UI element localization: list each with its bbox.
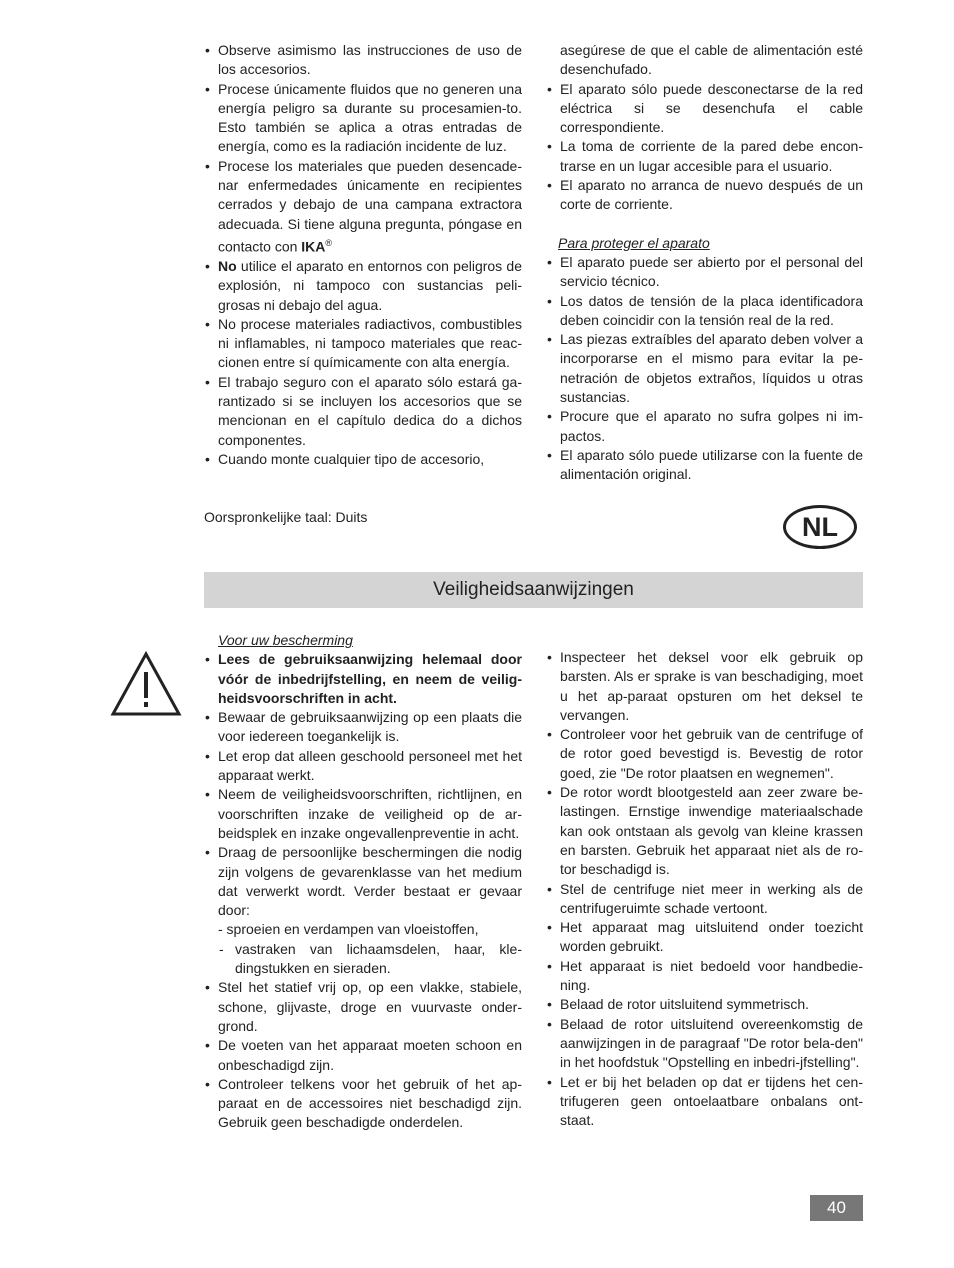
list-item-text: El aparato sólo puede utilizarse con la fuente de alimentación original. xyxy=(560,446,863,483)
list-item xyxy=(546,725,863,783)
dutch-left-column xyxy=(204,631,522,1133)
list-item xyxy=(546,137,863,176)
list-item-text: El aparato no arranca de nuevo después de un corte de corriente. xyxy=(560,177,863,213)
list-item xyxy=(546,957,863,996)
list-item xyxy=(546,446,863,485)
list-item xyxy=(546,783,863,879)
list-item xyxy=(204,157,522,257)
list-item-text: Los datos de tensión de la placa identificadora deben coincidir con la tensión real de la red. xyxy=(560,292,863,328)
section-title: Veiligheidsaanwijzingen xyxy=(204,572,863,608)
list-item-text: Controleer telkens voor het gebruik of het ap-paraat en de accessoires niet beschadigd zijn. Gebruik geen beschadigde onderdelen. xyxy=(218,1075,522,1131)
list-item xyxy=(204,650,522,708)
list-item-text: Controleer voor het gebruik van de centrifuge of de rotor goed bevestigd is. Bevestig de rotor goed, zie "De rotor plaatsen en wegnemen". xyxy=(560,726,863,781)
original-language-note: Oorspronkelijke taal: Duits xyxy=(204,509,368,525)
list-item-text: Procese los materiales que pueden desencade-nar enfermedades únicamente en recipientes cerrados y debajo de una campana extractora adecuada. Si tiene alguna pregunta, póngase en contacto con xyxy=(218,157,522,255)
list-item-text: Let er bij het beladen op dat er tijdens het cen-trifugeren geen ontoelaatbare onbalans ont-staat. xyxy=(560,1073,863,1129)
list-item-text: El trabajo seguro con el aparato sólo estará ga-rantizado si se incluyen los accesorios que se mencionan en el capítulo dedica do a dichos componentes. xyxy=(218,373,522,448)
list-item-text: De rotor wordt blootgesteld aan zeer zware be-lastingen. Ernstige inwendige materiaalschade kan ook ontstaan als gevolg van kleine krassen en barsten. Gebruik het apparaat niet als de ro-tor beschadigd is. xyxy=(560,784,863,878)
list-item-text: Lees de gebruiksaanwijzing helemaal door vóór de inbedrijfstelling, en neem de veilig-heidsvoorschriften in acht. xyxy=(218,651,522,706)
list-item-text: asegúrese de que el cable de alimentación esté desenchufado. xyxy=(560,42,863,78)
es-right-list xyxy=(546,41,863,215)
list-item xyxy=(204,257,522,315)
es-left-list xyxy=(204,41,522,469)
es-protect-device-heading: Para proteger el aparato xyxy=(558,234,710,251)
list-item xyxy=(204,450,522,469)
list-item xyxy=(546,1015,863,1073)
list-item xyxy=(204,315,522,373)
list-item-text: El aparato sólo puede desconectarse de la red eléctrica si se desenchufa el cable correspondiente. xyxy=(560,80,863,136)
list-item xyxy=(204,940,522,979)
list-item-text: Stel het statief vrij op, op een vlakke, stabiele, schone, glijvaste, droge en vuurvaste onder-grond. xyxy=(218,979,522,1034)
list-item-text: - sproeien en verdampen van vloeistoffen, xyxy=(218,921,479,938)
nl-right-list xyxy=(546,648,863,1130)
list-item-text: Stel de centrifuge niet meer in werking als de centrifugeruimte schade vertoont. xyxy=(560,880,863,916)
list-item-text: vastraken van lichaamsdelen, haar, kle-dingstukken en sieraden. xyxy=(235,940,522,977)
list-item-text: Las piezas extraíbles del aparato deben volver a incorporarse en el mismo para evitar la pe-netración de objetos extraños, líquidos u otras sustancias. xyxy=(560,331,863,406)
list-item-text: La toma de corriente de la pared debe encon-trarse en un lugar accesible para el usuario. xyxy=(560,138,863,174)
list-item xyxy=(546,918,863,957)
list-item-text: De voeten van het apparaat moeten schoon en onbeschadigd zijn. xyxy=(218,1037,522,1073)
list-item-text: Draag de persoonlijke beschermingen die nodig zijn volgens de gevarenklasse van het medium dat verwerkt wordt. Verder bestaat er gevaar door: xyxy=(218,844,522,919)
list-item-text: Observe asimismo las instrucciones de uso de los accesorios. xyxy=(218,42,522,78)
list-item xyxy=(204,1075,522,1133)
list-item xyxy=(546,292,863,331)
list-item xyxy=(546,880,863,919)
list-item xyxy=(546,1073,863,1131)
list-item-text: utilice el aparato en entornos con peligros de explosión, ni tampoco con sustancias peli-grosas ni debajo del agua. xyxy=(218,257,522,313)
list-item-text: Let erop dat alleen geschoold personeel met het apparaat werkt. xyxy=(218,747,522,784)
spanish-right-column xyxy=(546,41,863,485)
warning-triangle-icon xyxy=(110,650,182,718)
list-item-text: Het apparaat is niet bedoeld voor handbedie-ning. xyxy=(560,957,863,994)
language-badge: NL xyxy=(783,505,857,549)
list-item xyxy=(204,978,522,1036)
list-item xyxy=(204,747,522,786)
list-item-text: Procese únicamente fluidos que no generen una energía peligro sa durante su procesamien-to. Esto también se aplica a otras entradas de energía, como es la radiación incidente de luz. xyxy=(218,80,522,155)
list-item-text: Inspecteer het deksel voor elk gebruik op barsten. Als er sprake is van beschadiging, moet u het ap-paraat opsturen om het deksel te vervangen. xyxy=(560,649,863,723)
list-item xyxy=(546,995,863,1014)
list-item-text: Belaad de rotor uitsluitend overeenkomstig de aanwijzingen in de paragraaf "De rotor bela-den" in het hoofdstuk "Opstelling en inbedri-jfstelling". xyxy=(560,1015,863,1071)
list-item xyxy=(204,920,522,939)
brand-name: IKA xyxy=(301,238,326,255)
bold-prefix: No xyxy=(218,257,237,274)
list-item xyxy=(546,648,863,725)
list-item-text: Het apparaat mag uitsluitend onder toezicht worden gebruikt. xyxy=(560,919,863,955)
list-item xyxy=(546,176,863,215)
list-item-text: Belaad de rotor uitsluitend symmetrisch. xyxy=(560,996,809,1013)
list-item-text: No procese materiales radiactivos, combustibles ni inflamables, ni tampoco materiales que reac-cionen entre sí químicamente con alta energía. xyxy=(218,315,522,371)
list-item-text: Bewaar de gebruiksaanwijzing op een plaats die voor iedereen toegankelijk is. xyxy=(218,709,522,745)
nl-left-list xyxy=(204,650,522,1132)
list-item-text: El aparato puede ser abierto por el personal del servicio técnico. xyxy=(560,253,863,290)
list-item xyxy=(204,785,522,843)
page-number: 40 xyxy=(810,1195,863,1221)
list-item-text: Cuando monte cualquier tipo de accesorio, xyxy=(218,450,485,467)
list-item xyxy=(546,330,863,407)
list-item xyxy=(546,41,863,80)
dutch-right-column xyxy=(546,648,863,1130)
registered-mark: ® xyxy=(325,237,333,248)
nl-protection-heading: Voor uw bescherming xyxy=(218,632,353,648)
list-item xyxy=(204,373,522,450)
es-right-list-2 xyxy=(546,253,863,485)
list-item-text: Neem de veiligheidsvoorschriften, richtlijnen, en voorschriften inzake de veiligheid op de ar-beidsplek en inzake ongevallenpreventie in acht. xyxy=(218,786,522,841)
list-item xyxy=(546,253,863,292)
list-item-text: Procure que el aparato no sufra golpes ni im-pactos. xyxy=(560,408,863,444)
spanish-left-column xyxy=(204,41,522,469)
list-item xyxy=(546,80,863,138)
list-item xyxy=(204,41,522,80)
list-item xyxy=(204,708,522,747)
list-item xyxy=(204,1036,522,1075)
list-item xyxy=(204,843,522,920)
list-item xyxy=(546,407,863,446)
list-item xyxy=(204,80,522,157)
